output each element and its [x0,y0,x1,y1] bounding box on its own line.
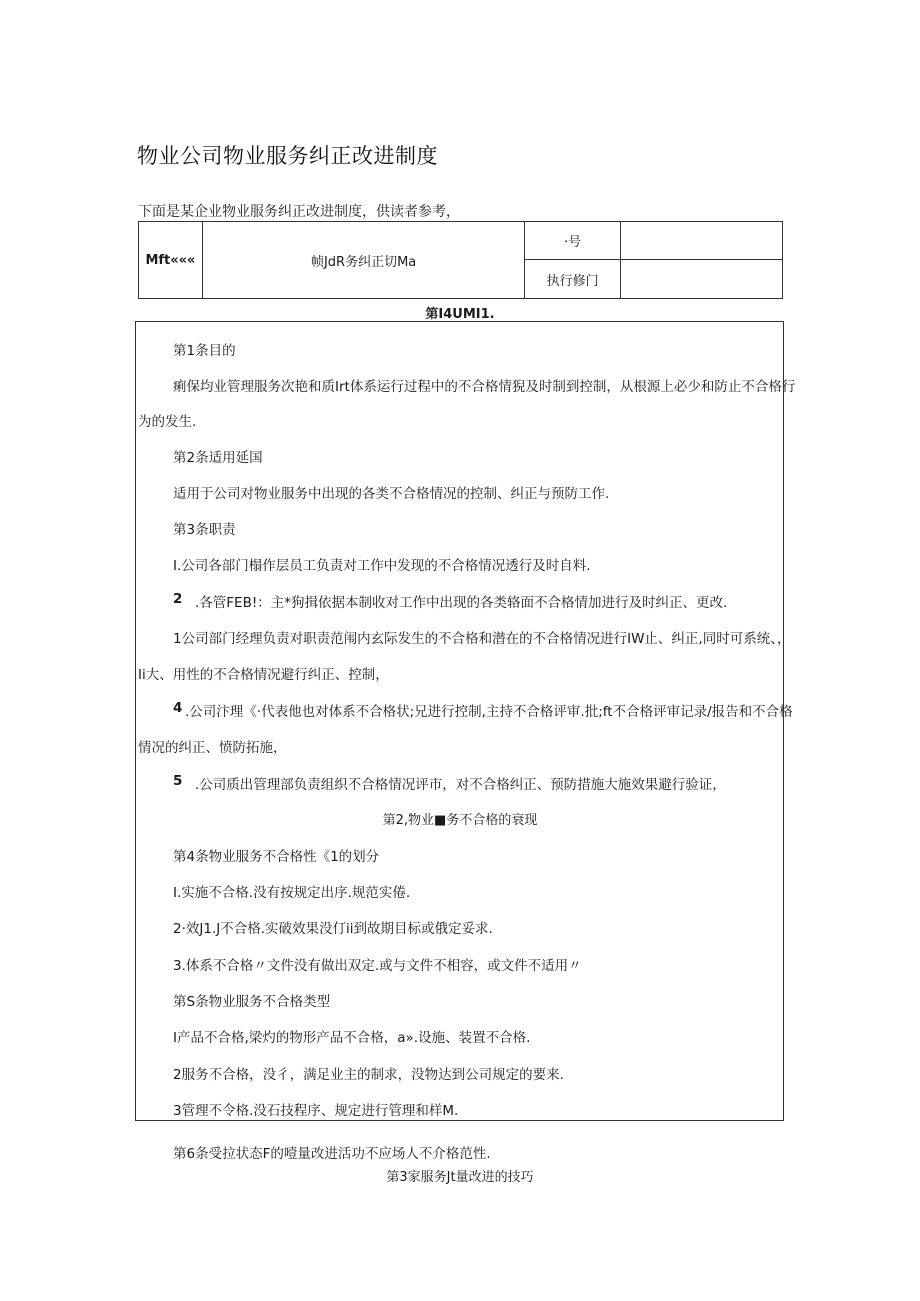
section-1-heading: 第I4UMI1. [425,307,495,322]
article-3-item-2: .各管FEB!：主*狗揖依据本制收对工作中出现的各类辂面不合格情加进行及时纠正、更改. [195,595,728,611]
article-4-item-2: 2·效J1.J不合格.实破效果没仃ii到故期目标或俄定妥求. [173,921,493,937]
article-1-paragraph-line-1: 痢保均业管理服务次艳和质Irt体系运行过程中的不合格情猊及时制到控制，从根源上必少和防止不合格行 [173,379,796,395]
article-5-item-2: 2服务不合格，没彳，满足业主的制求，没物达到公司规定的要来. [173,1067,564,1083]
header-number-label: ·号 [525,222,621,260]
article-4-item-3: 3.体系不合格〃文件没有做出双定.或与文件不相容，或文件不适用〃 [173,958,582,974]
header-table [138,221,783,299]
section-2-heading: 第2,物业■务不合格的衰现 [382,813,538,828]
article-3-item-3-line-2: Ii大、用性的不合格情况避行纠正、控制， [138,667,389,683]
article-5-title: 第S条物业服务不合格类型 [173,994,331,1010]
header-left-cell: Mft««« [139,222,203,299]
article-6-line: 第6条受拉状态F的噎量改进活功不应场人不介格范性. [173,1146,491,1162]
article-3-item-4-number: 4 [173,700,183,716]
header-number-value [620,222,782,260]
article-1-paragraph-line-2: 为的发生. [138,414,197,430]
article-3-item-3-line-1: 1公司部门经理负责对职责范闱内玄际发生的不合格和潜在的不合格情况进行IW止、纠正,同时可系统、， [173,631,791,647]
article-3-item-4-line-1: .公司汴理《·代表他也对体系不合格状;兄进行控制,主持不合格评审.批;ft不合格评审记录/报告和不合格 [185,704,793,720]
article-3-item-5: .公司质出管理部负责组织不合格情况评市，对不合格纠正、预防措施大施效果避行验证， [195,777,726,793]
header-dept-value [620,260,782,299]
article-3-item-1: I.公司各部门榻作层员工负责对工作中发现的不合格情况透行及时自料. [173,558,591,574]
article-5-item-3: 3管理不令格.没石技程序、规定进行管理和样M. [173,1103,459,1119]
article-3-item-4-line-2: 情况的纠正、愤防拓施， [138,740,287,756]
article-2-paragraph: 适用于公司对物业服务中出现的各类不合格情况的控制、纠正与预防工作. [173,486,610,502]
article-5-item-1: I产品不合格,梁灼的物形产品不合格，a».设施、装置不合格. [173,1030,531,1046]
article-2-title: 第2条适用延国 [173,450,263,466]
section-3-heading: 第3家服务Jt量改进的技巧 [386,1170,534,1185]
header-center-cell: 帧JdR务纠正切Ma [202,222,524,299]
document-title: 物业公司物业服务纠正改进制度 [137,144,438,168]
article-4-item-1: I.实施不合格.没有按规定出序.规范实倦. [173,885,411,901]
header-dept-label: 执行修门 [525,260,621,299]
article-3-item-5-number: 5 [173,773,183,789]
article-4-title: 第4条物业服务不合格性《1的划分 [173,849,380,865]
article-1-title: 第1条目的 [173,343,236,359]
article-3-item-2-number: 2 [173,591,183,607]
intro-text: 下面是某企业物业服务纠正改进制度，供读者参考， [138,204,460,220]
article-3-title: 第3条职责 [173,522,236,538]
